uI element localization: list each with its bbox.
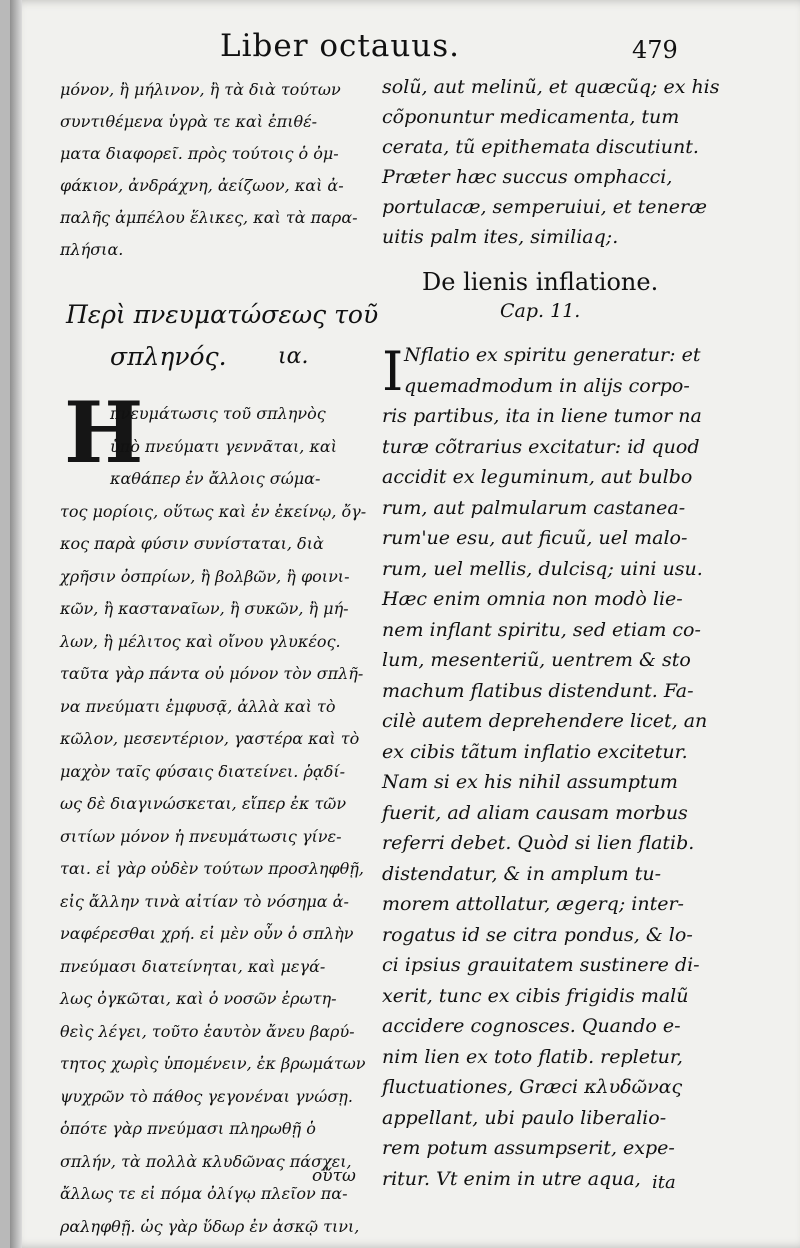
greek-line: κος παρὰ φύσιν συνίσταται, διὰ bbox=[60, 534, 324, 553]
latin-chapter-heading: De lienis inflatione. bbox=[422, 268, 659, 296]
page-gutter bbox=[10, 0, 22, 1248]
greek-line: ὁπότε γὰρ πνεύμασι πληρωθῇ ὁ bbox=[60, 1119, 316, 1138]
greek-line: τος μορίοις, οὕτως καὶ ἐν ἐκείνῳ, ὄγ- bbox=[60, 501, 367, 521]
greek-line: σπλήν, τὰ πολλὰ κλυδῶνας πάσχει, bbox=[60, 1151, 352, 1171]
latin-line: lum, mesenteriũ, uentrem & sto bbox=[382, 649, 691, 671]
greek-line: σιτίων μόνον ἡ πνευμάτωσις γίνε- bbox=[60, 826, 342, 846]
greek-line: ναφέρεσθαι χρή. εἰ μὲν οὖν ὁ σπλὴν bbox=[60, 924, 354, 943]
greek-column-body bbox=[60, 383, 370, 1243]
greek-line: ραληφθῇ. ὡς γὰρ ὕδωρ ἐν ἀσκῷ τινι, bbox=[60, 1216, 360, 1236]
greek-line: να πνεύματι ἐμφυσᾷ, ἀλλὰ καὶ τὸ bbox=[60, 696, 336, 716]
latin-line: distendatur, & in amplum tu- bbox=[382, 862, 662, 885]
latin-drop-cap: I bbox=[382, 340, 404, 403]
greek-line: φάκιον, ἀνδράχνη, ἀείζωον, καὶ ἀ- bbox=[60, 176, 344, 195]
greek-line: εἰς ἄλλην τινὰ αἰτίαν τὸ νόσημα ἀ- bbox=[60, 891, 349, 911]
page-number: 479 bbox=[632, 36, 678, 64]
latin-line: accidit ex leguminum, aut bulbo bbox=[382, 466, 693, 488]
latin-line: nim lien ex toto flatib. repletur, bbox=[382, 1045, 683, 1068]
greek-line: μόνον, ἢ μήλινον, ἢ τὰ διὰ τούτων bbox=[60, 80, 341, 99]
latin-column-top bbox=[382, 72, 720, 252]
greek-chapter-heading-cont: σπληνός. bbox=[110, 342, 227, 371]
greek-line: θεὶς λέγει, τοῦτο ἑαυτὸν ἄνευ βαρύ- bbox=[60, 1021, 355, 1041]
latin-line: referri debet. Quòd si lien flatib. bbox=[382, 832, 695, 854]
latin-line: cerata, tũ epithemata discutiunt. bbox=[382, 136, 699, 158]
latin-line: quemadmodum in alijs corpo- bbox=[404, 374, 690, 397]
greek-line: κῶλον, μεσεντέριον, γαστέρα καὶ τὸ bbox=[60, 729, 360, 748]
latin-line: ritur. Vt enim in utre aqua, bbox=[382, 1167, 641, 1190]
greek-line: χρῆσιν ὀσπρίων, ἢ βολβῶν, ἢ φοινι- bbox=[60, 566, 350, 586]
latin-column-body bbox=[382, 340, 708, 1194]
latin-line: accidere cognosces. Quando e- bbox=[382, 1015, 681, 1037]
greek-line: ψυχρῶν τὸ πάθος γεγονέναι γνώσῃ. bbox=[60, 1086, 353, 1106]
latin-line: Hæc enim omnia non modò lie- bbox=[382, 588, 683, 610]
greek-line: πνευμάτωσις τοῦ σπληνὸς bbox=[110, 404, 326, 423]
latin-line: fluctuationes, Græci κλυδῶνας bbox=[382, 1076, 683, 1098]
greek-line: παλῆς ἀμπέλου ἕλικες, καὶ τὰ παρα- bbox=[60, 208, 358, 227]
latin-line: ris partibus, ita in liene tumor na bbox=[382, 405, 702, 427]
latin-line: solũ, aut melinũ, et quæcũq; ex his bbox=[382, 76, 720, 98]
greek-drop-cap: H bbox=[64, 383, 144, 482]
running-head: Liber octauus. bbox=[220, 28, 461, 64]
latin-line: Nam si ex his nihil assumptum bbox=[382, 771, 678, 793]
latin-line: machum flatibus distendunt. Fa- bbox=[382, 679, 694, 702]
greek-line: κῶν, ἢ κασταναῖων, ἢ συκῶν, ἢ μή- bbox=[60, 599, 349, 618]
greek-line: τητος χωρὶς ὑπομένειν, ἐκ βρωμάτων bbox=[60, 1054, 366, 1073]
greek-column-top bbox=[60, 74, 370, 266]
latin-line: fuerit, ad aliam causam morbus bbox=[382, 801, 688, 824]
latin-line: rem potum assumpserit, expe- bbox=[382, 1137, 675, 1159]
latin-line: appellant, ubi paulo liberalio- bbox=[382, 1106, 667, 1129]
greek-line: ματα διαφορεῖ. πρὸς τούτοις ὁ ὀμ- bbox=[60, 144, 339, 163]
greek-chapter-number: ια. bbox=[278, 344, 309, 369]
greek-line: λων, ἢ μέλιτος καὶ οἴνου γλυκέος. bbox=[60, 631, 341, 651]
latin-line: nem inflant spiritu, sed etiam co- bbox=[382, 618, 701, 641]
latin-line: turæ cõtrarius excitatur: id quod bbox=[382, 435, 700, 458]
latin-line: morem attollatur, ægerq; inter- bbox=[382, 893, 684, 915]
latin-line: xerit, tunc ex cibis frigidis malũ bbox=[382, 984, 689, 1007]
greek-line: συντιθέμενα ὑγρὰ τε καὶ ἐπιθέ- bbox=[60, 112, 318, 131]
latin-line: rogatus id se citra pondus, & lo- bbox=[382, 923, 693, 946]
latin-line: portulacæ, semperuiui, et teneræ bbox=[382, 196, 707, 218]
latin-line: cõponuntur medicamenta, tum bbox=[382, 106, 680, 128]
greek-line: καθάπερ ἐν ἄλλοις σώμα- bbox=[110, 469, 321, 488]
greek-line: ταῦτα γὰρ πάντα οὐ μόνον τὸν σπλῆ- bbox=[60, 664, 364, 683]
book-page bbox=[10, 0, 800, 1248]
latin-line: rum'ue esu, aut ficuũ, uel malo- bbox=[382, 527, 688, 549]
greek-catchword: οὕτω bbox=[312, 1166, 356, 1186]
latin-line: cilè autem deprehendere licet, an bbox=[382, 710, 708, 732]
greek-line: πλήσια. bbox=[60, 240, 124, 259]
latin-line: ci ipsius grauitatem sustinere di- bbox=[382, 954, 700, 976]
greek-line: πνεύμασι διατείνηται, καὶ μεγά- bbox=[60, 956, 326, 976]
greek-line: ἄλλως τε εἰ πόμα ὀλίγῳ πλεῖον πα- bbox=[60, 1184, 348, 1203]
greek-line: μαχὸν ταῖς φύσαις διατείνει. ῥᾳδί- bbox=[60, 761, 345, 781]
latin-line: Præter hæc succus omphacci, bbox=[382, 166, 673, 188]
greek-chapter-heading: Περὶ πνευματώσεως τοῦ bbox=[66, 300, 379, 329]
latin-catchword: ita bbox=[652, 1172, 676, 1193]
greek-line: ως δὲ διαγινώσκεται, εἴπερ ἐκ τῶν bbox=[60, 794, 347, 813]
latin-line: Nflatio ex spiritu generatur: et bbox=[404, 344, 701, 366]
latin-chapter-number: Cap. 11. bbox=[500, 300, 581, 322]
latin-line: rum, aut palmularum castanea- bbox=[382, 496, 686, 519]
latin-line: rum, uel mellis, dulcisq; uini usu. bbox=[382, 557, 703, 580]
latin-line: uitis palm ites, similiaq;. bbox=[382, 226, 619, 248]
greek-line: λως ὀγκῶται, καὶ ὁ νοσῶν ἐρωτη- bbox=[60, 989, 337, 1008]
greek-line: ὑπὸ πνεύματι γεννᾶται, καὶ bbox=[110, 436, 338, 456]
latin-line: ex cibis tãtum inflatio excitetur. bbox=[382, 740, 688, 763]
greek-line: ται. εἰ γὰρ οὐδὲν τούτων προσληφθῇ, bbox=[60, 859, 364, 878]
